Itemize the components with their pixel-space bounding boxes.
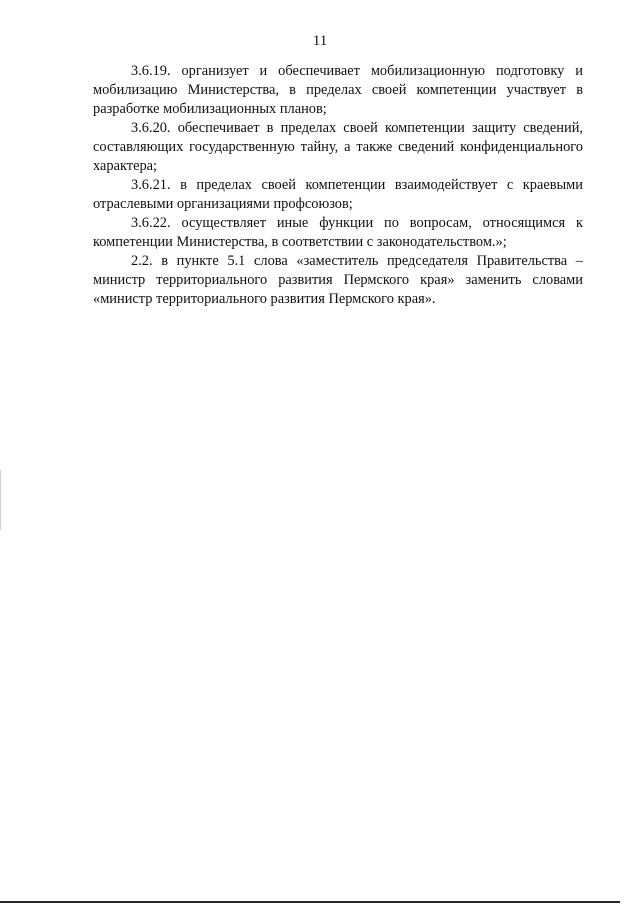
page-number: 11 (312, 33, 328, 49)
paragraph-3-6-19: 3.6.19. организует и обеспечивает мобилизационную подготовку и мобилизацию Министерства, в пределах своей компетенции участвует в разработке мобилизационных планов; (93, 63, 583, 117)
paragraph-2-2: 2.2. в пункте 5.1 слова «заместитель председателя Правительства – министр территориального развития Пермского края» заменить словами «министр территориального развития Пермского края». (93, 253, 583, 307)
document-body (93, 62, 583, 309)
paragraph-3-6-20: 3.6.20. обеспечивает в пределах своей компетенции защиту сведений, составляющих государственную тайну, а также сведений конфиденциального характера; (93, 120, 583, 174)
paragraph-3-6-21: 3.6.21. в пределах своей компетенции взаимодействует с краевыми отраслевыми организациями профсоюзов; (93, 177, 583, 212)
bottom-scan-border (0, 901, 620, 903)
scan-edge-mark (0, 470, 1, 530)
paragraph-3-6-22: 3.6.22. осуществляет иные функции по вопросам, относящимся к компетенции Министерства, в соответствии с законодательством.»; (93, 215, 583, 250)
